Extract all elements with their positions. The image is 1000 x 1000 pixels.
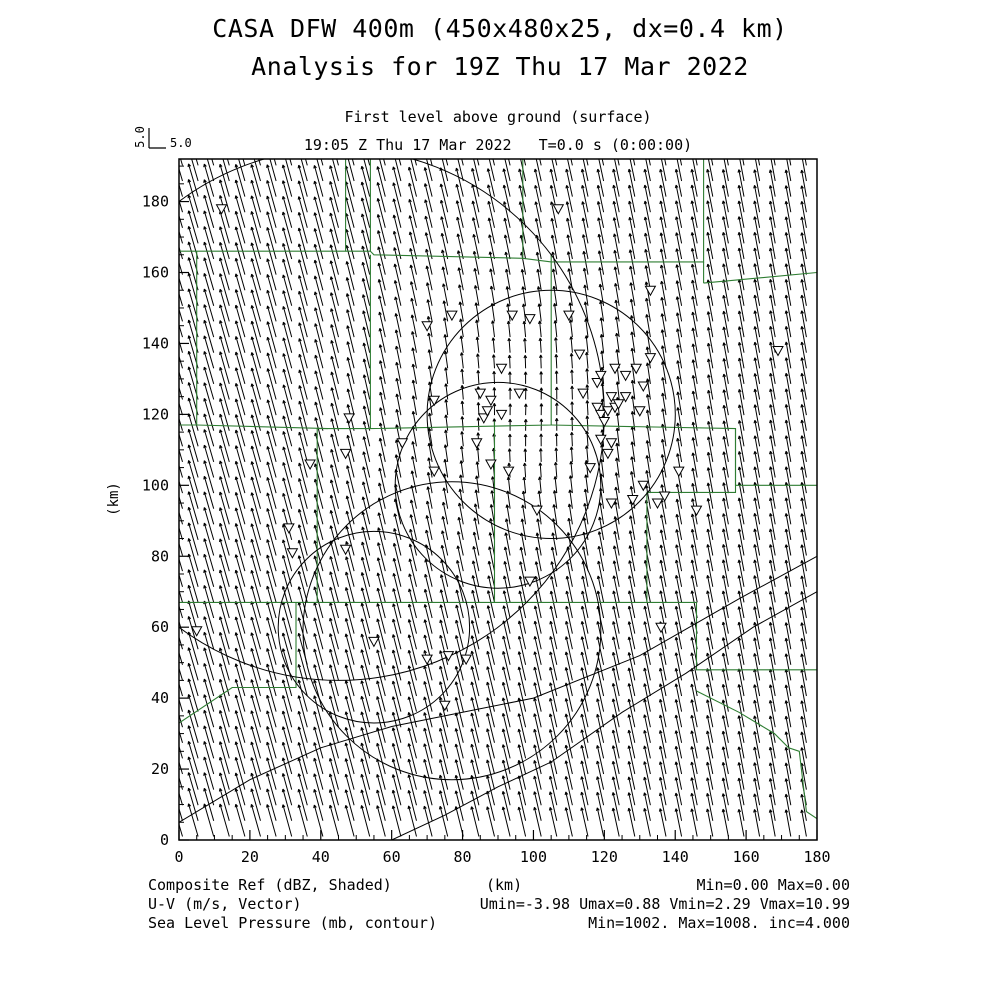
y-tick-label: 140 [141, 334, 169, 353]
station-marker [305, 460, 315, 469]
station-marker [596, 435, 606, 444]
field-shaded-label: Composite Ref (dBZ, Shaded) [148, 876, 392, 894]
station-marker [645, 286, 655, 295]
y-tick-label: 40 [150, 689, 169, 708]
reference-vector-label: 5.0 [170, 136, 192, 150]
station-marker [369, 637, 379, 646]
x-tick-label: 80 [453, 848, 472, 866]
y-tick-label: 160 [141, 263, 169, 282]
x-axis-unit-label: (km) [486, 876, 523, 894]
contour-field-range: Min=1002. Max=1008. inc=4.000 [588, 914, 850, 932]
station-marker [397, 439, 407, 448]
station-marker [653, 499, 663, 508]
station-marker [344, 414, 354, 423]
x-tick-label: 120 [590, 848, 618, 866]
valid-time-label: 19:05 Z Thu 17 Mar 2022 T=0.0 s (0:00:00) [303, 136, 693, 154]
x-tick-label: 60 [382, 848, 401, 866]
county-boundary [647, 429, 817, 670]
chart-subtitle: Analysis for 19Z Thu 17 Mar 2022 [251, 52, 749, 81]
county-boundary [551, 425, 817, 485]
y-tick-label: 100 [141, 476, 169, 495]
station-marker [443, 652, 453, 661]
county-boundary [523, 159, 704, 262]
station-marker [504, 467, 514, 476]
reference-vector [133, 126, 192, 150]
x-tick-label: 40 [311, 848, 330, 866]
station-marker [635, 407, 645, 416]
x-tick-label: 20 [240, 848, 259, 866]
station-marker [606, 439, 616, 448]
station-marker [447, 311, 457, 320]
station-marker [472, 439, 482, 448]
station-marker [553, 205, 563, 214]
x-tick-label: 0 [174, 848, 184, 866]
station-marker [628, 496, 638, 505]
vector-field-range: Umin=-3.98 Umax=0.88 Vmin=2.29 Vmax=10.99 [479, 895, 850, 913]
station-marker [638, 382, 648, 391]
y-tick-label: 80 [150, 547, 169, 566]
y-tick-label: 60 [150, 618, 169, 637]
wind-vector-field [172, 133, 806, 837]
station-marker [603, 449, 613, 458]
station-marker [674, 467, 684, 476]
station-marker [525, 315, 535, 324]
station-marker [287, 549, 297, 558]
station-marker [507, 311, 517, 320]
station-marker [621, 371, 631, 380]
wind-vectors [172, 133, 806, 837]
footer-legend [148, 876, 850, 933]
station-marker [599, 418, 609, 427]
station-marker [692, 506, 702, 515]
county-boundary [704, 273, 817, 284]
county-boundary [317, 422, 494, 603]
x-tick-label: 180 [803, 848, 831, 866]
y-axis-label: (km) [106, 482, 122, 516]
county-boundary [346, 159, 371, 251]
station-marker [610, 364, 620, 373]
station-marker [514, 389, 524, 398]
station-marker [497, 410, 507, 419]
y-tick-label: 120 [141, 405, 169, 424]
station-marker [645, 354, 655, 363]
vector-field-label: U-V (m/s, Vector) [148, 895, 302, 913]
y-tick-label: 0 [159, 831, 169, 849]
level-label: First level above ground (surface) [344, 108, 652, 126]
station-marker [497, 364, 507, 373]
reference-vector-rotated-label: 5.0 [133, 126, 147, 148]
y-tick-label: 20 [150, 760, 169, 779]
station-marker [578, 389, 588, 398]
x-tick-label: 160 [732, 848, 760, 866]
station-marker [575, 350, 585, 359]
station-marker [440, 701, 450, 710]
y-tick-label: 180 [141, 192, 169, 211]
station-marker [475, 389, 485, 398]
x-tick-label: 100 [519, 848, 547, 866]
chart-title: CASA DFW 400m (450x480x25, dx=0.4 km) [212, 14, 788, 43]
contour-field-label: Sea Level Pressure (mb, contour) [148, 914, 437, 932]
x-tick-label: 140 [661, 848, 689, 866]
field-shaded-range: Min=0.00 Max=0.00 [696, 876, 850, 894]
